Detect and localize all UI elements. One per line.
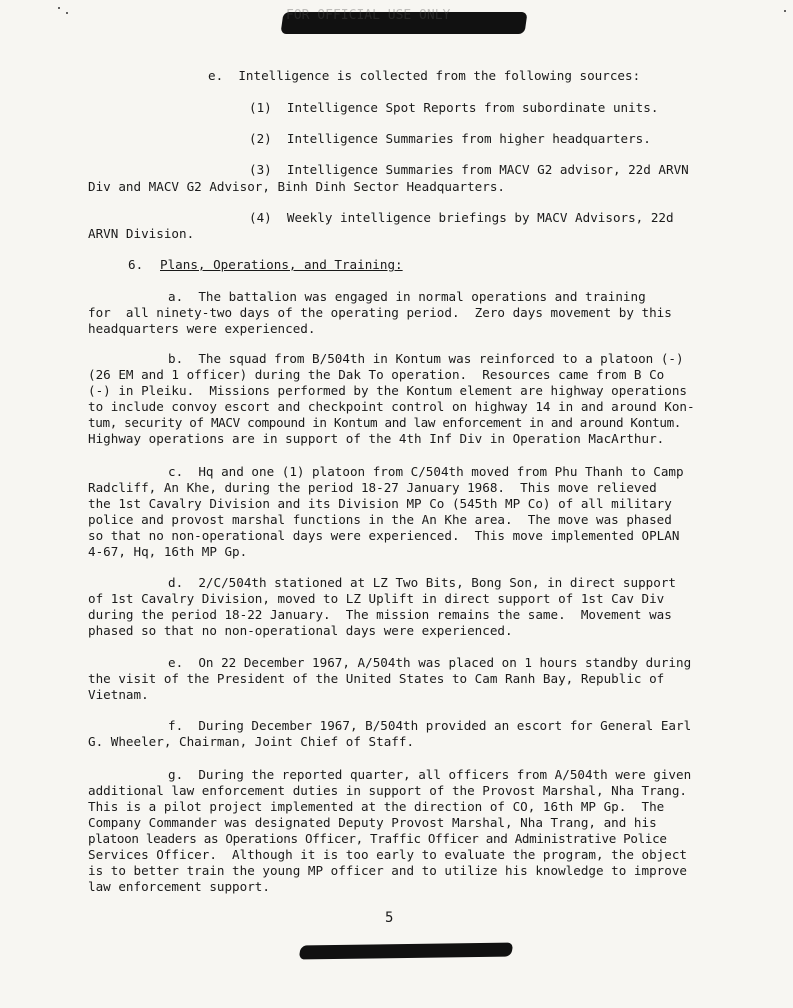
para-c-line-3: the 1st Cavalry Division and its Division MP Co (545th MP Co) of all military [88, 496, 672, 511]
intel-item-3: (3) Intelligence Summaries from MACV G2 advisor, 22d ARVN [249, 162, 689, 177]
para-b-line-3: (-) in Pleiku. Missions performed by the Kontum element are highway operations [88, 383, 687, 398]
intel-item-2: (2) Intelligence Summaries from higher headquarters. [249, 131, 651, 146]
para-a-line-2: for all ninety-two days of the operating period. Zero days movement by this [88, 305, 672, 320]
intel-item-4-cont: ARVN Division. [88, 226, 195, 241]
para-c-line-1: c. Hq and one (1) platoon from C/504th moved from Phu Thanh to Camp [168, 464, 684, 479]
para-g-line-6: Services Officer. Although it is too early to evaluate the program, the object [88, 847, 687, 862]
para-b-line-2: (26 EM and 1 officer) during the Dak To operation. Resources came from B Co [88, 367, 665, 382]
para-a-line-3: headquarters were experienced. [88, 321, 316, 336]
para-b-line-6: Highway operations are in support of the 4th Inf Div in Operation MacArthur. [88, 431, 665, 446]
para-c-line-2: Radcliff, An Khe, during the period 18-27 January 1968. This move relieved [88, 480, 657, 495]
para-e-line-2: the visit of the President of the United States to Cam Ranh Bay, Republic of [88, 671, 665, 686]
intel-item-4: (4) Weekly intelligence briefings by MACV Advisors, 22d [249, 210, 674, 225]
scan-speck [784, 10, 786, 12]
para-a-line-1: a. The battalion was engaged in normal operations and training [168, 289, 646, 304]
para-d-line-3: during the period 18-22 January. The mission remains the same. Movement was [88, 607, 672, 622]
para-g-line-1: g. During the reported quarter, all officers from A/504th were given [168, 767, 692, 782]
para-f-line-2: G. Wheeler, Chairman, Joint Chief of Staff. [88, 734, 415, 749]
para-b-line-1: b. The squad from B/504th in Kontum was reinforced to a platoon (-) [168, 351, 684, 366]
para-g-line-7: is to better train the young MP officer and to utilize his knowledge to improve [88, 863, 687, 878]
intel-item-1: (1) Intelligence Spot Reports from subordinate units. [249, 100, 659, 115]
scan-speck [66, 12, 68, 14]
section-number: 6. [128, 257, 144, 272]
para-g-line-2: additional law enforcement duties in support of the Provost Marshal, Nha Trang. [88, 783, 687, 798]
para-f-line-1: f. During December 1967, B/504th provided an escort for General Earl [168, 718, 692, 733]
para-g-line-5: platoon leaders as Operations Officer, Traffic Officer and Administrative Police [88, 831, 667, 846]
scan-speck [58, 7, 60, 9]
para-e-line-1: e. On 22 December 1967, A/504th was placed on 1 hours standby during [168, 655, 692, 670]
para-b-line-4: to include convoy escort and checkpoint control on highway 14 in and around Kon- [88, 399, 695, 414]
intel-intro: e. Intelligence is collected from the following sources: [208, 68, 641, 83]
section-title: Plans, Operations, and Training: [160, 257, 403, 272]
para-g-line-4: Company Commander was designated Deputy Provost Marshal, Nha Trang, and his [88, 815, 657, 830]
para-g-line-3: This is a pilot project implemented at the direction of CO, 16th MP Gp. The [88, 799, 665, 814]
para-d-line-4: phased so that no non-operational days were experienced. [88, 623, 513, 638]
para-b-line-5: tum, security of MACV compound in Kontum and law enforcement in and around Kontum. [88, 415, 682, 430]
intel-item-3-cont: Div and MACV G2 Advisor, Binh Dinh Sector Headquarters. [88, 179, 506, 194]
bottom-redaction-bar [299, 943, 514, 960]
para-d-line-2: of 1st Cavalry Division, moved to LZ Uplift in direct support of 1st Cav Div [88, 591, 665, 606]
page-number: 5 [385, 910, 394, 926]
para-c-line-5: so that no non-operational days were experienced. This move implemented OPLAN [88, 528, 680, 543]
para-c-line-6: 4-67, Hq, 16th MP Gp. [88, 544, 248, 559]
para-e-line-3: Vietnam. [88, 687, 149, 702]
para-g-line-8: law enforcement support. [88, 879, 270, 894]
para-c-line-4: police and provost marshal functions in the An Khe area. The move was phased [88, 512, 672, 527]
para-d-line-1: d. 2/C/504th stationed at LZ Two Bits, Bong Son, in direct support [168, 575, 676, 590]
classification-marking: FOR OFFICIAL USE ONLY [286, 8, 451, 23]
